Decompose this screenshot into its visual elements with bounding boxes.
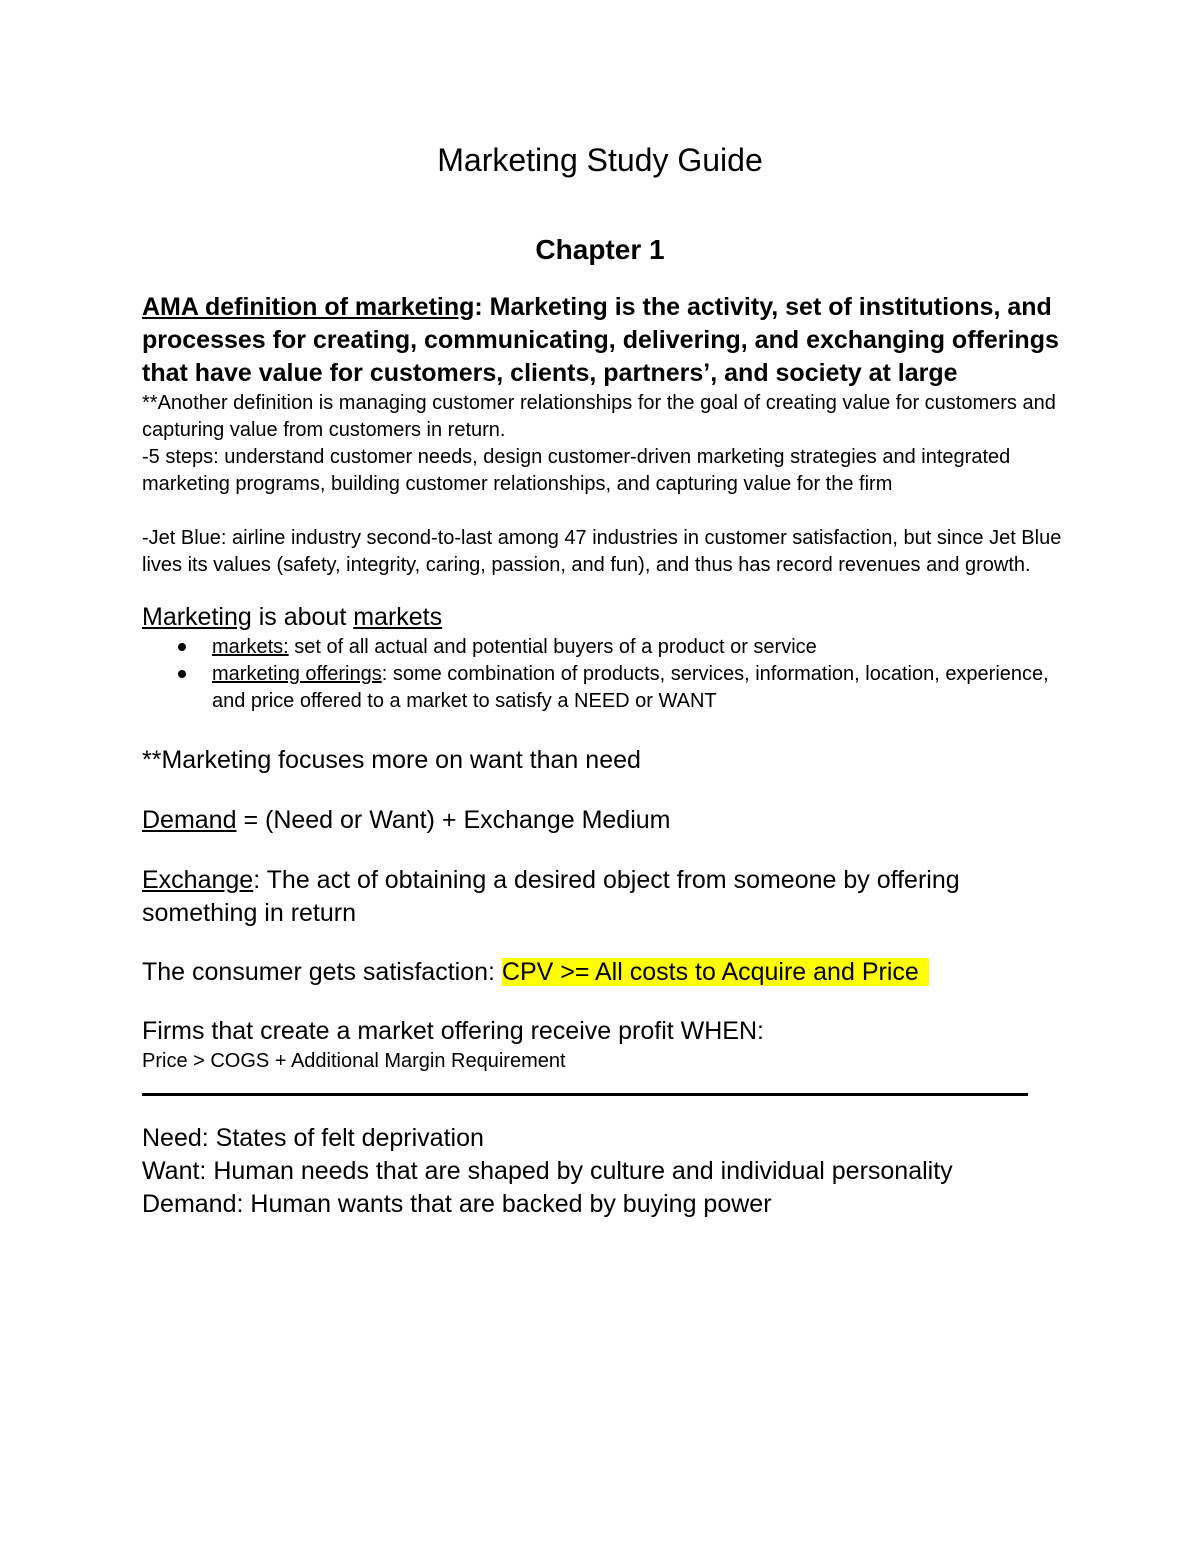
list-item bbox=[142, 661, 1062, 715]
marketing-focus-note: **Marketing focuses more on want than need bbox=[142, 746, 641, 774]
profit-formula: Price > COGS + Additional Margin Requirement bbox=[142, 1050, 566, 1072]
definition-want: Want: Human needs that are shaped by culture and individual personality bbox=[142, 1157, 953, 1185]
profit-heading: Firms that create a market offering receive profit WHEN: bbox=[142, 1017, 764, 1045]
exchange-text: : The act of obtaining a desired object from someone by offering something in return bbox=[142, 866, 960, 927]
markets-bullet-list bbox=[142, 634, 1062, 715]
bullet-dot-icon bbox=[178, 643, 186, 651]
demand-formula bbox=[142, 804, 1062, 837]
chapter-heading: Chapter 1 bbox=[535, 234, 665, 265]
demand-term: Demand bbox=[142, 806, 237, 834]
horizontal-divider bbox=[142, 1093, 1028, 1096]
ama-definition-text: Marketing is the activity, set of institutions, and processes for creating, communicating, delivering, and exchanging offerings that have value for customers, clients, partners’, and society at large bbox=[142, 293, 1059, 387]
markets-heading bbox=[142, 601, 1062, 634]
markets-heading-middle: is about bbox=[251, 603, 354, 631]
bullet-text: set of all actual and potential buyers of a product or service bbox=[288, 636, 817, 658]
markets-heading-marketing: Marketing bbox=[142, 603, 252, 631]
markets-heading-markets: markets bbox=[353, 603, 443, 631]
document-content bbox=[142, 138, 1062, 1221]
satisfaction-highlight: CPV >= All costs to Acquire and Price bbox=[502, 958, 929, 986]
demand-text: = (Need or Want) + Exchange Medium bbox=[236, 806, 671, 834]
note-five-steps: -5 steps: understand customer needs, design customer-driven marketing strategies and integrated marketing programs, building customer relationships, and capturing value for the firm bbox=[142, 446, 1011, 495]
bullet-term: marketing offerings bbox=[212, 663, 382, 685]
note-another-definition: **Another definition is managing customer relationships for the goal of creating value for customers and capturing value from customers in return. bbox=[142, 392, 1056, 441]
satisfaction-text: The consumer gets satisfaction: bbox=[142, 958, 502, 986]
bullet-dot-icon bbox=[178, 670, 186, 678]
definition-need: Need: States of felt deprivation bbox=[142, 1124, 484, 1152]
definition-demand: Demand: Human wants that are backed by buying power bbox=[142, 1190, 772, 1218]
ama-definition-term: AMA definition of marketing bbox=[142, 293, 475, 321]
ama-definition-separator: : bbox=[474, 293, 483, 321]
ama-definition-paragraph bbox=[142, 291, 1062, 390]
bullet-term: markets: bbox=[212, 636, 289, 658]
jetblue-note: -Jet Blue: airline industry second-to-last among 47 industries in customer satisfaction, but since Jet Blue lives its values (safety, integrity, caring, passion, and fun), and thus has record revenues and growth. bbox=[142, 527, 1062, 576]
satisfaction-line bbox=[142, 956, 1062, 989]
list-item bbox=[142, 634, 1062, 661]
bullet-text: : some combination of products, services, information, location, experience, and price offered to a market to satisfy a NEED or WANT bbox=[212, 663, 1049, 712]
exchange-definition bbox=[142, 864, 1062, 930]
exchange-term: Exchange bbox=[142, 866, 254, 894]
document-title: Marketing Study Guide bbox=[437, 142, 763, 178]
